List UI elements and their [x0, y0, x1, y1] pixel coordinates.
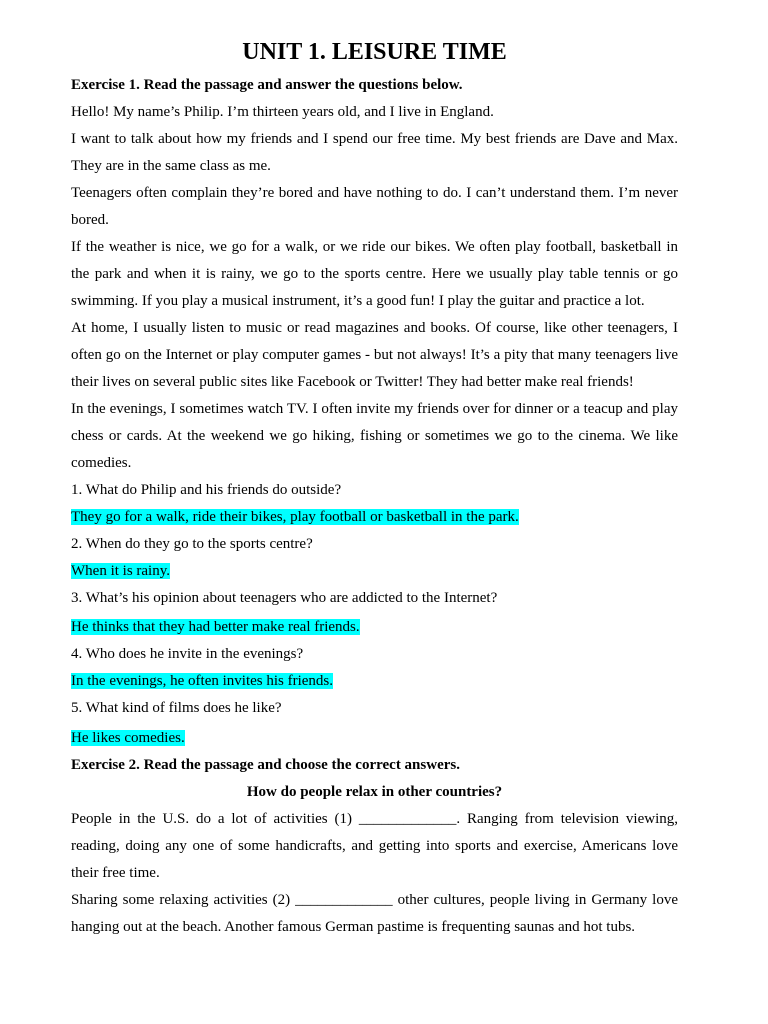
passage-paragraph: People in the U.S. do a lot of activities (1) _____________. Ranging from television viewing, reading, doing any one of some handicrafts, and getting into sports and exercise, Americans love their free time. [71, 811, 678, 881]
passage-paragraph: In the evenings, I sometimes watch TV. I often invite my friends over for dinner or a teacup and play chess or cards. At the weekend we go hiking, fishing or sometimes we go to the cinema. We like comedies. [71, 401, 678, 471]
question-5: 5. What kind of films does he like? [71, 700, 282, 716]
passage-paragraph: If the weather is nice, we go for a walk, or we ride our bikes. We often play football, basketball in the park and when it is rainy, we go to the sports centre. Here we usually play table tennis or go swimming. If you play a musical instrument, it’s a good fun! I play the guitar and practice a lot. [71, 239, 678, 309]
answer-highlight: He thinks that they had better make real friends. [71, 619, 360, 635]
passage-paragraph: Hello! My name’s Philip. I’m thirteen years old, and I live in England. [71, 104, 494, 120]
answer-4 [71, 668, 678, 695]
answer-highlight: They go for a walk, ride their bikes, play football or basketball in the park. [71, 509, 519, 525]
answer-highlight: In the evenings, he often invites his friends. [71, 673, 334, 689]
passage-paragraph: I want to talk about how my friends and I spend our free time. My best friends are Dave and Max. They are in the same class as me. [71, 131, 678, 174]
exercise-2-heading: Exercise 2. Read the passage and choose the correct answers. [71, 757, 460, 773]
question-3: 3. What’s his opinion about teenagers who are addicted to the Internet? [71, 590, 498, 606]
exercise-1-heading: Exercise 1. Read the passage and answer the questions below. [71, 77, 463, 93]
question-2: 2. When do they go to the sports centre? [71, 536, 313, 552]
answer-5 [71, 725, 678, 752]
exercise-2-subheading: How do people relax in other countries? [246, 784, 503, 800]
passage-paragraph: Sharing some relaxing activities (2) _____________ other cultures, people living in Germany love hanging out at the beach. Another famous German pastime is frequenting saunas and hot tubs. [71, 892, 678, 935]
document-page [71, 36, 678, 941]
answer-highlight: He likes comedies. [71, 730, 185, 746]
passage-paragraph: At home, I usually listen to music or read magazines and books. Of course, like other teenagers, I often go on the Internet or play computer games - but not always! It’s a pity that many teenagers live their lives on several public sites like Facebook or Twitter! They had better make real friends! [71, 320, 678, 390]
answer-highlight: When it is rainy. [71, 563, 171, 579]
passage-paragraph: Teenagers often complain they’re bored and have nothing to do. I can’t understand them. I’m never bored. [71, 185, 678, 228]
answer-3 [71, 614, 678, 641]
question-1: 1. What do Philip and his friends do outside? [71, 482, 342, 498]
page-title: UNIT 1. LEISURE TIME [242, 39, 507, 65]
question-4: 4. Who does he invite in the evenings? [71, 646, 304, 662]
answer-2 [71, 558, 678, 585]
answer-1 [71, 504, 678, 531]
